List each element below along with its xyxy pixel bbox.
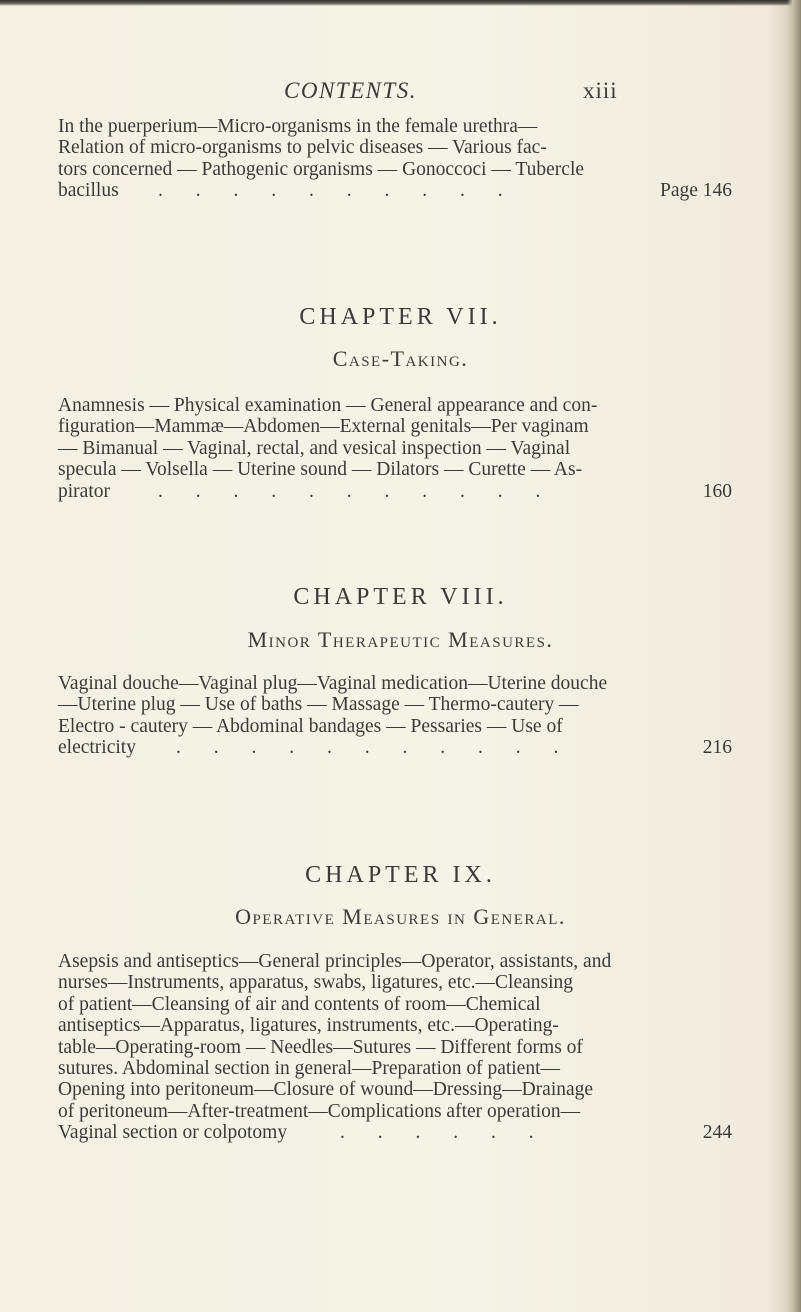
page-gutter-shadow xyxy=(787,0,801,1312)
dot-leaders: . . . . . . xyxy=(340,1122,548,1144)
entry-page-ref: Page 146 xyxy=(659,180,732,202)
entry-line: of patient—Cleansing of air and contents of room—Chemical xyxy=(58,993,541,1015)
chapter-heading: CHAPTER VIII. xyxy=(293,584,508,610)
entry-line: specula — Volsella — Uterine sound — Dilators — Curette — As- xyxy=(58,459,583,481)
entry-line: bacillus xyxy=(58,180,119,202)
entry-line: antiseptics—Apparatus, ligatures, instruments, etc.—Operating- xyxy=(58,1015,559,1037)
page-number: xiii xyxy=(583,78,618,103)
dot-leaders: . . . . . . . . . . . xyxy=(158,480,555,502)
chapter-heading: CHAPTER IX. xyxy=(305,862,496,888)
entry-line: Vaginal section or colpotomy xyxy=(58,1122,288,1144)
entry-line: Electro - cautery — Abdominal bandages — Pessaries — Use of xyxy=(58,715,563,737)
entry-last-line xyxy=(58,180,732,201)
entry-line: figuration—Mammæ—Abdomen—External genitals—Per vaginam xyxy=(58,416,589,438)
chapter-title: Case-Taking. xyxy=(332,346,469,371)
dot-leaders: . . . . . . . . . . xyxy=(158,180,517,202)
entry-line: —Uterine plug — Use of baths — Massage — Thermo-cautery — xyxy=(58,694,579,716)
chapter-entry xyxy=(58,951,732,1144)
chapter-entry xyxy=(58,395,732,502)
entry-line: Vaginal douche—Vaginal plug—Vaginal medication—Uterine douche xyxy=(58,673,608,694)
entry-line: table—Operating-room — Needles—Sutures — Different forms of xyxy=(58,1036,583,1058)
running-head: CONTENTS. xyxy=(284,78,418,103)
entry-line: nurses—Instruments, apparatus, swabs, ligatures, etc.—Cleansing xyxy=(58,972,574,994)
entry-line: Relation of micro-organisms to pelvic diseases — Various fac- xyxy=(58,137,547,159)
entry-line: of peritoneum—After-treatment—Complications after operation— xyxy=(58,1100,581,1122)
entry-line: — Bimanual — Vaginal, rectal, and vesical inspection — Vaginal xyxy=(58,437,571,459)
entry-page-ref: 244 xyxy=(702,1122,732,1144)
entry-last-line xyxy=(58,737,732,758)
entry-page-ref: 216 xyxy=(702,737,732,759)
chapter-heading: CHAPTER VII. xyxy=(299,304,502,330)
chapter-title: Minor Therapeutic Measures. xyxy=(247,627,554,652)
entry-last-line xyxy=(58,481,732,502)
chapter-entry xyxy=(58,673,732,759)
entry-line: tors concerned — Pathogenic organisms — Gonoccoci — Tubercle xyxy=(58,158,585,180)
chapter-title: Operative Measures in General. xyxy=(235,904,566,929)
entry-line: Opening into peritoneum—Closure of wound—Dressing—Drainage xyxy=(58,1079,594,1101)
entry-line: electricity xyxy=(58,737,136,759)
entry-page-ref: 160 xyxy=(702,480,732,502)
entry-line: Anamnesis — Physical examination — General appearance and con- xyxy=(58,395,598,416)
entry-line: sutures. Abdominal section in general—Preparation of patient— xyxy=(58,1058,561,1080)
entry-line: pirator xyxy=(58,480,110,502)
dot-leaders: . . . . . . . . . . . xyxy=(176,737,573,759)
page-top-shadow xyxy=(0,0,801,6)
entry-last-line xyxy=(58,1122,732,1143)
entry-line: Asepsis and antiseptics—General principles—Operator, assistants, and xyxy=(58,951,612,972)
intro-entry xyxy=(58,116,732,202)
entry-line: In the puerperium—Micro-organisms in the female urethra— xyxy=(58,116,538,137)
